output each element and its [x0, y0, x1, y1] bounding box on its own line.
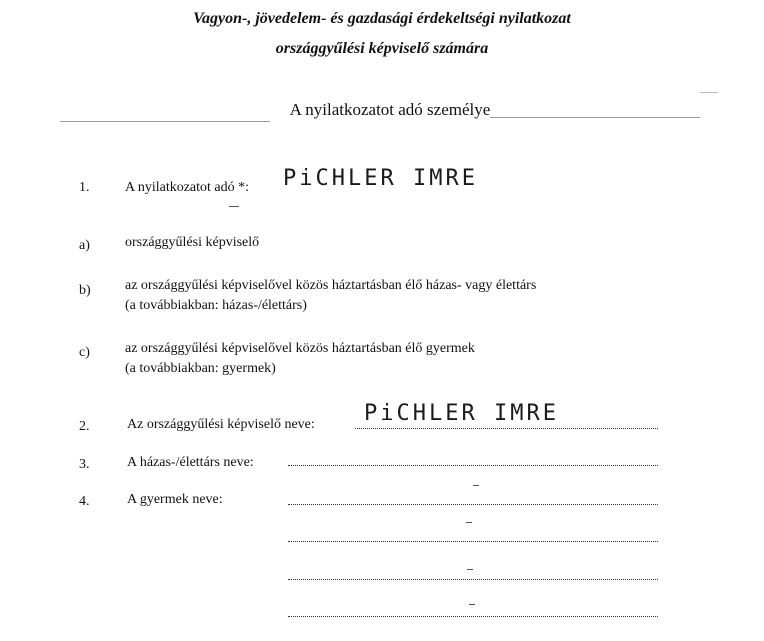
option-b-text: az országgyűlési képviselővel közös háztartásban élő házas- vagy élettárs: [125, 278, 537, 293]
item-3-answer-line: [288, 465, 658, 466]
item-4-answer-line: [288, 579, 658, 580]
item-2-number: 2.: [79, 419, 90, 434]
item-4-answer-line: [288, 616, 658, 617]
option-c-text: az országgyűlési képviselővel közös háztartásban élő gyermek: [125, 341, 475, 356]
scan-speck: [229, 206, 239, 207]
item-3-number: 3.: [79, 457, 90, 472]
option-c-subtext: (a továbbiakban: gyermek): [125, 361, 276, 376]
item-4-number: 4.: [79, 494, 90, 509]
option-a-text: országgyűlési képviselő: [125, 235, 260, 250]
item-2-answer-line: [355, 428, 658, 429]
option-c-letter: c): [79, 345, 90, 360]
item-4-answer-line: [288, 504, 658, 505]
section-title: A nyilatkozatot adó személye: [289, 100, 491, 119]
option-b-letter: b): [79, 283, 91, 298]
item-1-label: A nyilatkozatot adó *:: [125, 180, 250, 195]
item-4-answer-line: [288, 541, 658, 542]
scan-speck: [467, 569, 473, 570]
item-2-label: Az országgyűlési képviselő neve:: [127, 417, 315, 432]
item-1-number: 1.: [79, 180, 90, 195]
document-title-line2: országgyűlési képviselő számára: [275, 40, 489, 57]
option-a-letter: a): [79, 238, 90, 253]
item-1-handwritten-name: PiCHLER IMRE: [283, 166, 478, 191]
scan-speck: [700, 92, 718, 93]
scan-artifact-line: [60, 121, 270, 122]
document-title-line1: Vagyon-, jövedelem- és gazdasági érdekeltségi nyilatkozat: [193, 10, 571, 27]
item-3-label: A házas-/élettárs neve:: [127, 455, 254, 470]
item-4-label: A gyermek neve:: [127, 492, 223, 507]
scan-speck: [473, 485, 479, 486]
scan-speck: [466, 522, 472, 523]
item-2-handwritten-name: PiCHLER IMRE: [364, 401, 559, 426]
scan-speck: [469, 604, 475, 605]
option-b-subtext: (a továbbiakban: házas-/élettárs): [125, 298, 307, 313]
